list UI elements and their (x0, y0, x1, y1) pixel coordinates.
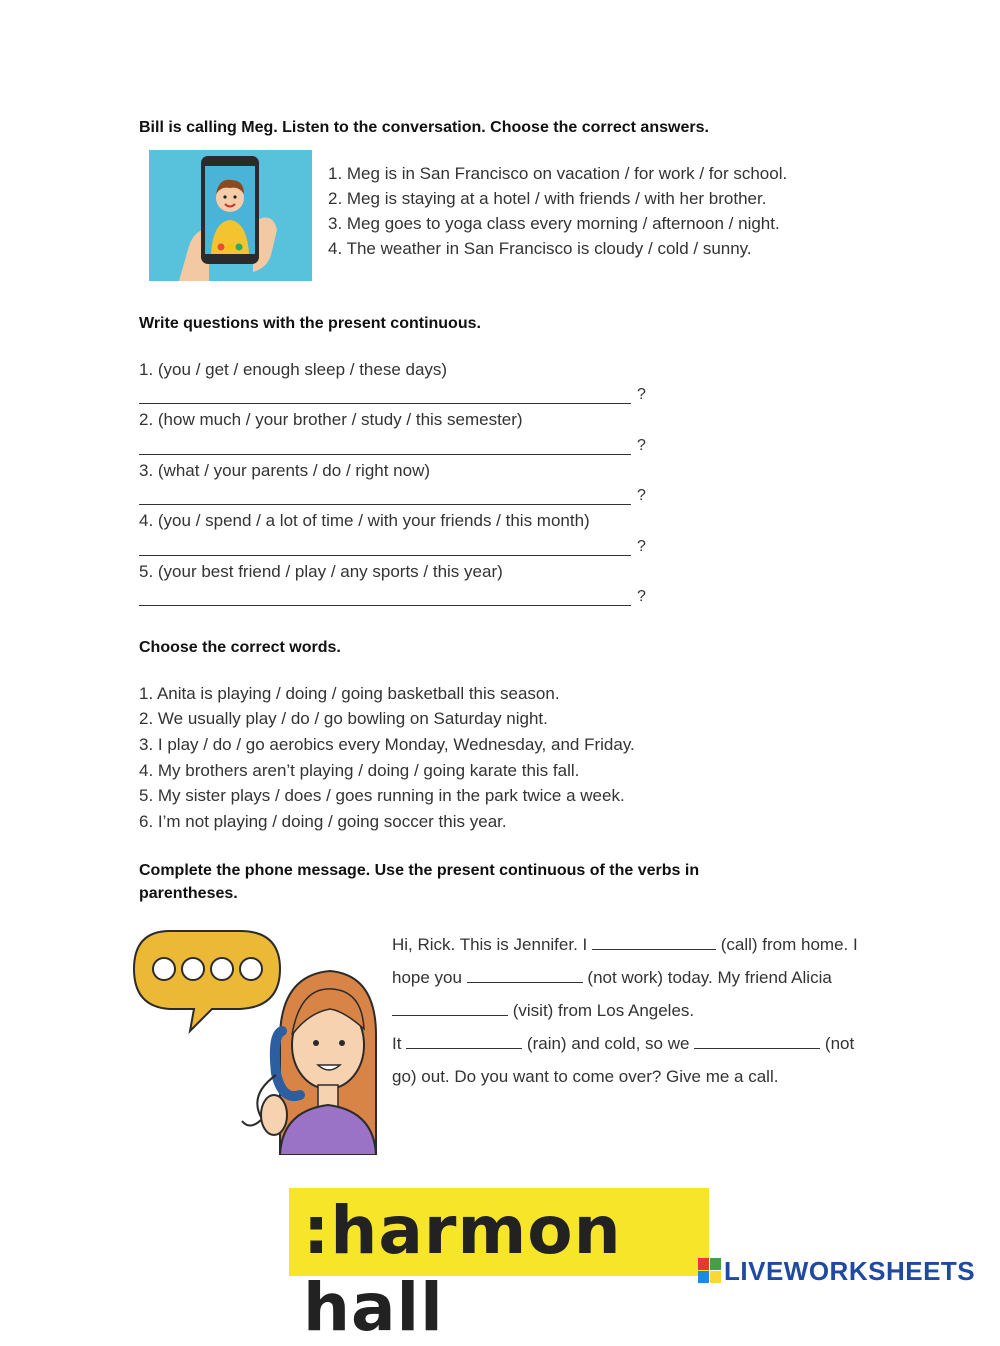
section3-heading: Choose the correct words. (139, 639, 341, 656)
blank-call[interactable] (592, 935, 716, 950)
s2-prompt: 3. (what / your parents / do / right now) (139, 461, 431, 480)
bubble-dot (240, 958, 262, 980)
harmon-hall-logo (289, 1188, 709, 1346)
answer-line-2[interactable] (139, 440, 631, 455)
liveworksheets-brand[interactable] (698, 1256, 975, 1286)
end-call-icon (218, 244, 225, 251)
answer-line-3[interactable] (139, 490, 631, 505)
s3-item: 2. We usually play / do / go bowling on Saturday night. (139, 709, 548, 728)
speech-bubble (134, 931, 280, 1031)
answer-line-4[interactable] (139, 541, 631, 556)
s1-item: 4. The weather in San Francisco is cloudy / cold / sunny. (328, 239, 752, 258)
s1-item: 1. Meg is in San Francisco on vacation / for work / for school. (328, 164, 788, 183)
s2-prompt: 1. (you / get / enough sleep / these days) (139, 360, 448, 379)
phone-call-illustration (149, 150, 312, 281)
section2-heading: Write questions with the present continuous. (139, 315, 481, 332)
question-mark: ? (637, 538, 646, 555)
bubble-dot (153, 958, 175, 980)
s2-prompt: 5. (your best friend / play / any sports / this year) (139, 562, 503, 581)
girl-hand (261, 1095, 287, 1135)
s1-item: 3. Meg goes to yoga class every morning / afternoon / night. (328, 214, 780, 233)
s2-prompt: 2. (how much / your brother / study / this semester) (139, 410, 523, 429)
blank-rain[interactable] (406, 1034, 522, 1049)
s3-item: 3. I play / do / go aerobics every Monday, Wednesday, and Friday. (139, 735, 635, 754)
bubble-dot (182, 958, 204, 980)
s1-item: 2. Meg is staying at a hotel / with friends / with her brother. (328, 189, 767, 208)
s3-item: 4. My brothers aren’t playing / doing / going karate this fall. (139, 761, 580, 780)
s3-item: 6. I’m not playing / doing / going soccer this year. (139, 812, 507, 831)
answer-line-5[interactable] (139, 591, 631, 606)
section4-heading-line2: parentheses. (139, 885, 238, 902)
liveworksheets-text: LIVEWORKSHEETS (724, 1255, 976, 1286)
mute-icon (227, 244, 234, 251)
s3-item: 1. Anita is playing / doing / going basketball this season. (139, 684, 560, 703)
answer-line-1[interactable] (139, 389, 631, 404)
blank-visit[interactable] (392, 1001, 508, 1016)
logo-text: :harmon hall (303, 1192, 622, 1346)
girl-on-phone-illustration (130, 925, 380, 1155)
section1-heading: Bill is calling Meg. Listen to the conversation. Choose the correct answers. (139, 119, 709, 136)
question-mark: ? (637, 437, 646, 454)
bubble-dot (211, 958, 233, 980)
liveworksheets-icon (698, 1258, 722, 1284)
question-mark: ? (637, 386, 646, 403)
question-mark: ? (637, 588, 646, 605)
section4-heading-line1: Complete the phone message. Use the present continuous of the verbs in (139, 862, 700, 879)
phone-message: Hi, Rick. This is Jennifer. I (call) from home. I hope you (not work) today. My friend Alicia (visit) from Los Angeles. It (rain) and cold, so we (not go) out. Do you want to come over? Give me a call. (392, 935, 858, 1086)
question-mark: ? (637, 487, 646, 504)
accept-call-icon (236, 244, 243, 251)
s2-prompt: 4. (you / spend / a lot of time / with your friends / this month) (139, 511, 590, 530)
s3-item: 5. My sister plays / does / goes running in the park twice a week. (139, 786, 625, 805)
blank-not-work[interactable] (467, 968, 583, 983)
blank-not-go[interactable] (694, 1034, 820, 1049)
